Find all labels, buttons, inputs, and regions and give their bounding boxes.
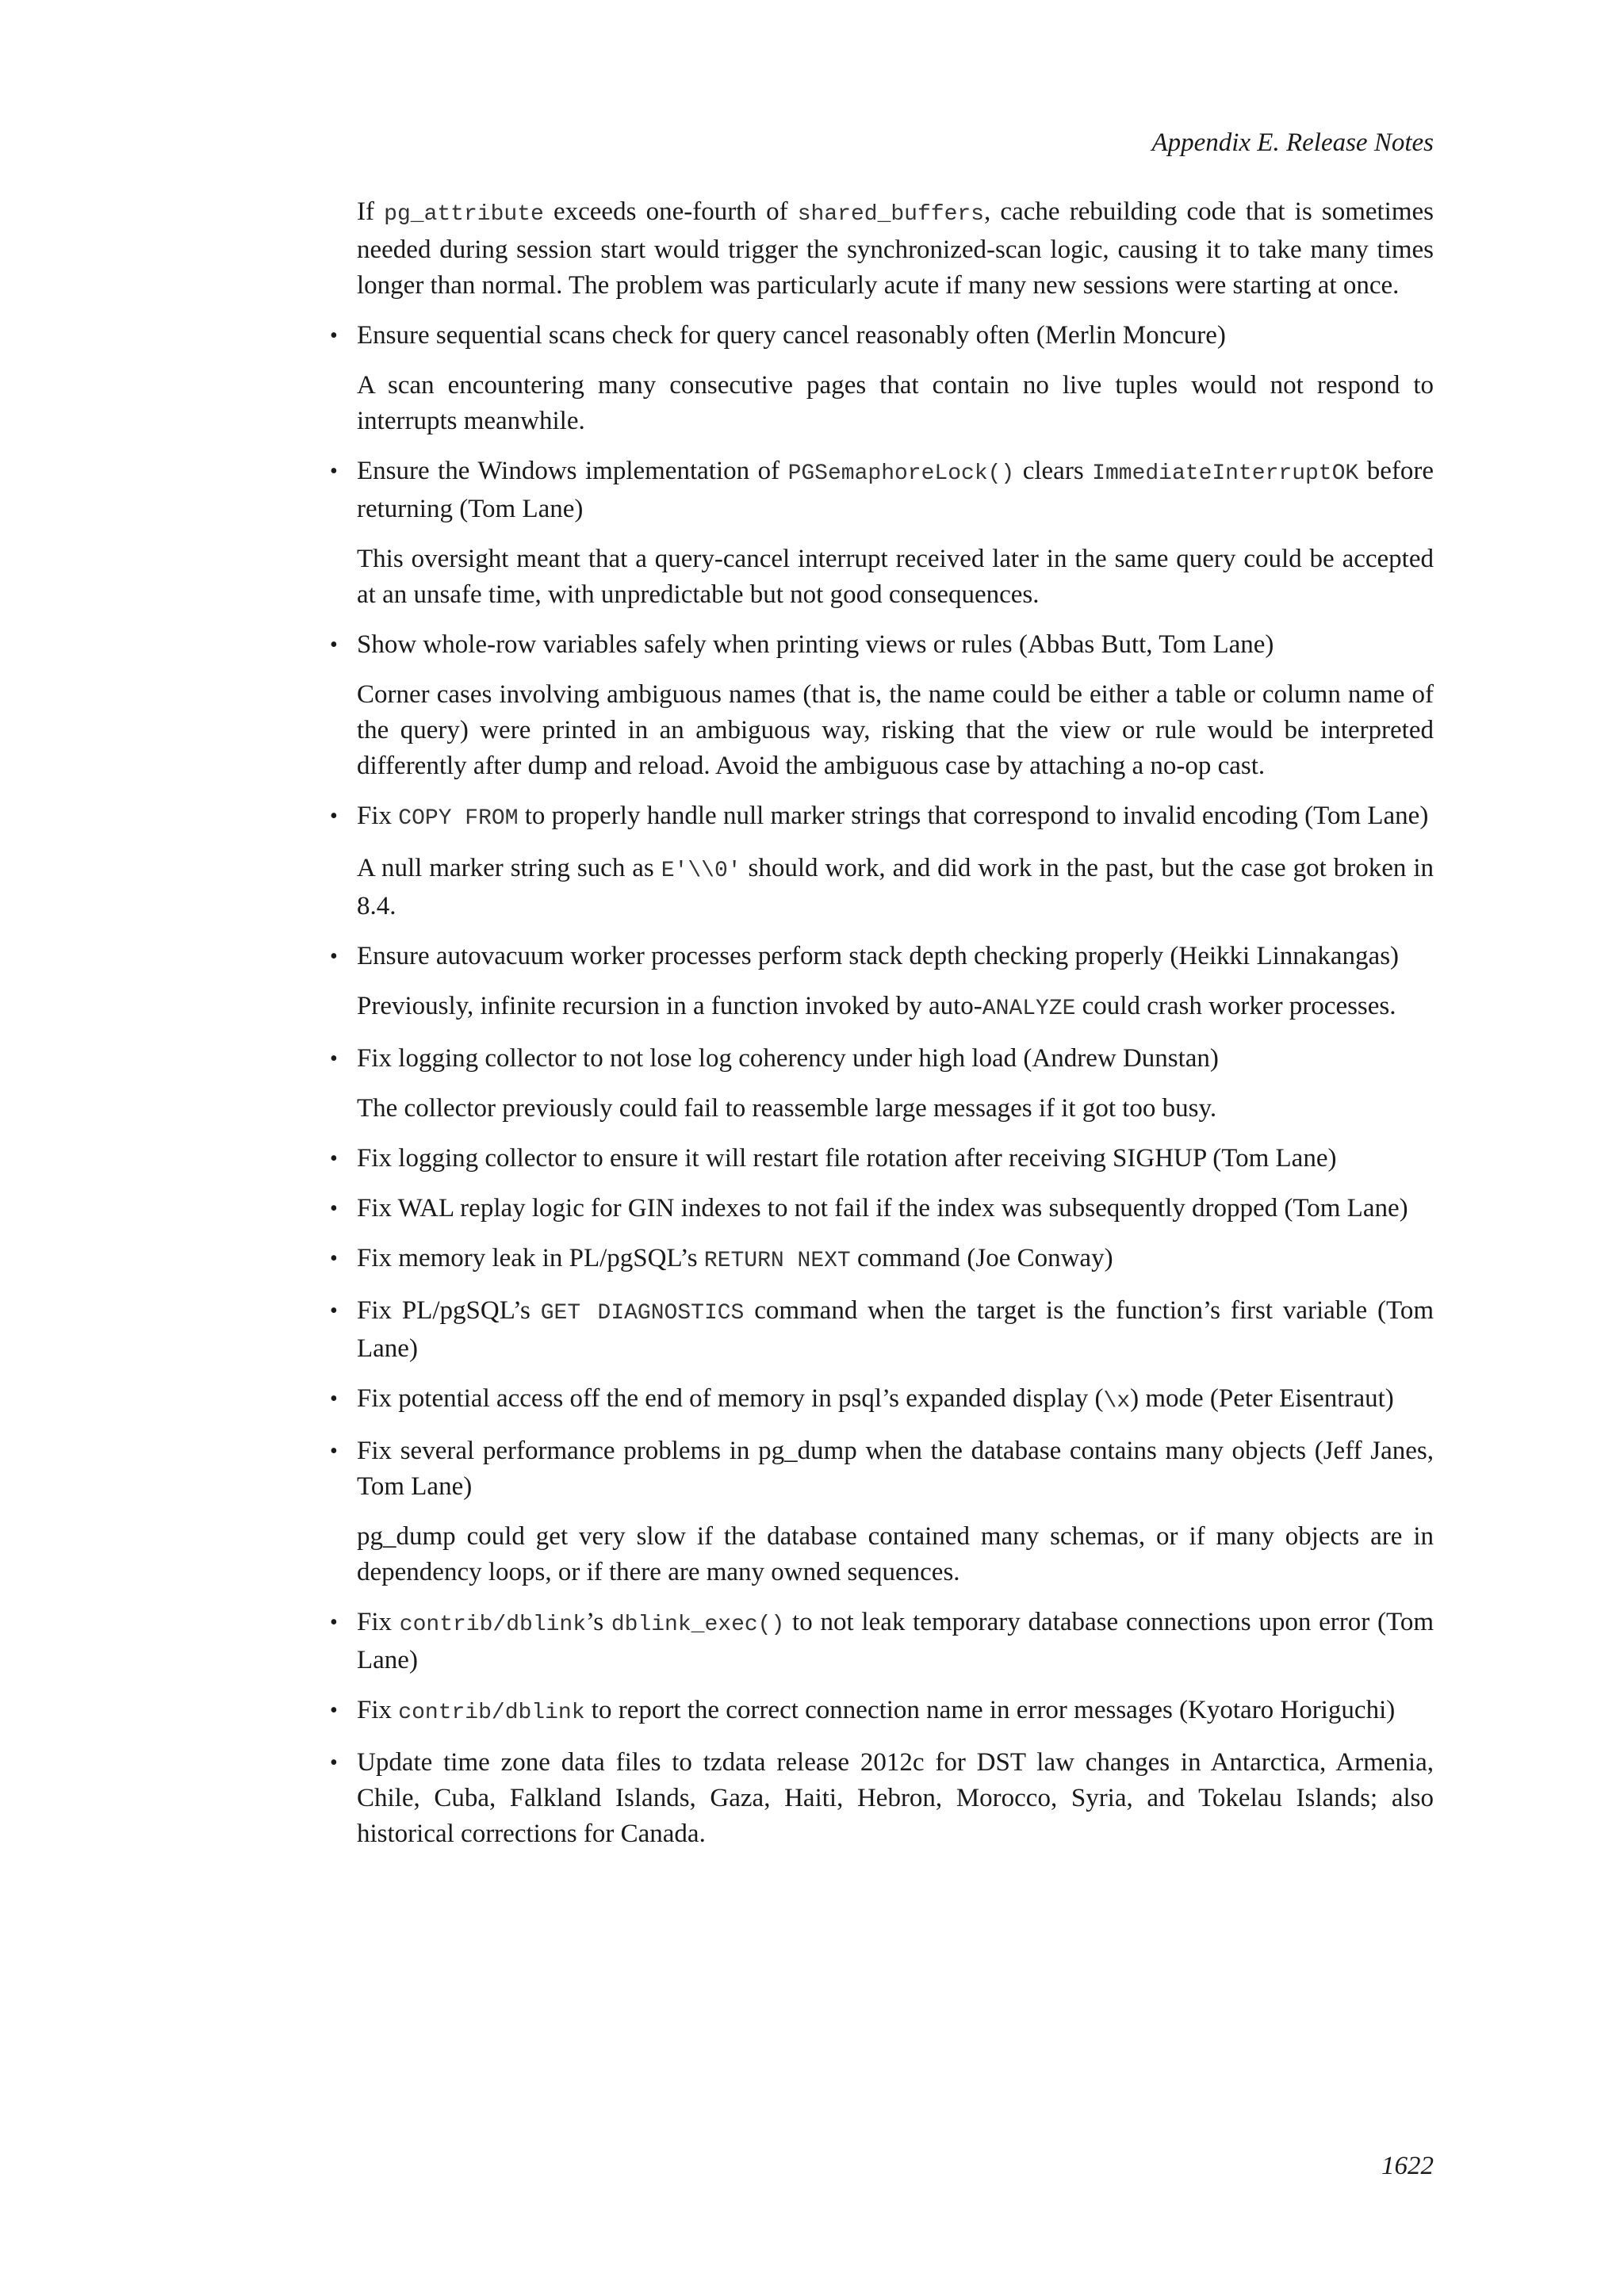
list-item-description: A null marker string such as E'\\0' should work, and did work in the past, but the case got broken in 8.4. bbox=[357, 854, 1434, 920]
list-item: • Fix several performance problems in pg_dump when the database contains many objects (Jeff Janes, Tom Lane) bbox=[357, 1433, 1434, 1505]
list-item: • Fix memory leak in PL/pgSQL’s RETURN NEXT command (Joe Conway) bbox=[357, 1241, 1434, 1279]
list-item: • Fix contrib/dblink’s dblink_exec() to not leak temporary database connections upon error (Tom Lane) bbox=[357, 1605, 1434, 1678]
list-item: • Fix COPY FROM to properly handle null marker strings that correspond to invalid encoding (Tom Lane) bbox=[357, 798, 1434, 836]
page-number: 1622 bbox=[1381, 2152, 1434, 2180]
list-item: • Ensure autovacuum worker processes perform stack depth checking properly (Heikki Linnakangas) bbox=[357, 939, 1434, 974]
list-item: • Ensure the Windows implementation of PGSemaphoreLock() clears ImmediateInterruptOK before returning (Tom Lane) bbox=[357, 453, 1434, 527]
list-item: • Fix contrib/dblink to report the correct connection name in error messages (Kyotaro Horiguchi) bbox=[357, 1693, 1434, 1731]
bullet-icon: • bbox=[330, 1246, 338, 1271]
bullet-icon: • bbox=[330, 1610, 338, 1635]
bullet-icon: • bbox=[330, 1387, 338, 1411]
bullet-icon: • bbox=[330, 1439, 338, 1464]
list-item-description: pg_dump could get very slow if the database contained many schemas, or if many objects are in dependency loops, or if there are many owned sequences. bbox=[357, 1522, 1434, 1586]
code-pg-attribute: pg_attribute bbox=[384, 202, 544, 227]
list-item-description: Previously, infinite recursion in a function invoked by auto-ANALYZE could crash worker processes. bbox=[357, 992, 1396, 1021]
list-item: • Show whole-row variables safely when printing views or rules (Abbas Butt, Tom Lane) bbox=[357, 627, 1434, 663]
bullet-icon: • bbox=[330, 323, 338, 348]
list-item: • Fix logging collector to not lose log coherency under high load (Andrew Dunstan) bbox=[357, 1041, 1434, 1077]
list-item: • Fix potential access off the end of memory in psql’s expanded display (\x) mode (Peter Eisentraut) bbox=[357, 1381, 1434, 1419]
list-item: • Ensure sequential scans check for query cancel reasonably often (Merlin Moncure) bbox=[357, 318, 1434, 354]
list-item-description: Corner cases involving ambiguous names (that is, the name could be either a table or column name of the query) were printed in an ambiguous way, risking that the view or rule would be interpreted differently after dump and reload. Avoid the ambiguous case by attaching a no-op cast. bbox=[357, 680, 1434, 780]
bullet-icon: • bbox=[330, 1146, 338, 1171]
list-item: • Fix WAL replay logic for GIN indexes to not fail if the index was subsequently dropped (Tom Lane) bbox=[357, 1191, 1434, 1226]
release-notes-content bbox=[330, 194, 1434, 1866]
intro-paragraph: If pg_attribute exceeds one-fourth of shared_buffers, cache rebuilding code that is sometimes needed during session start would trigger the synchronized-scan logic, causing it to take many times longer than normal. The problem was particularly acute if many new sessions were starting at once. bbox=[357, 197, 1434, 300]
bullet-icon: • bbox=[330, 459, 338, 484]
code-shared-buffers: shared_buffers bbox=[797, 202, 984, 227]
list-item-description: This oversight meant that a query-cancel interrupt received later in the same query could be accepted at an unsafe time, with unpredictable but not good consequences. bbox=[357, 545, 1434, 609]
bullet-icon: • bbox=[330, 944, 338, 969]
bullet-icon: • bbox=[330, 1751, 338, 1775]
list-item-description: The collector previously could fail to reassemble large messages if it got too busy. bbox=[357, 1094, 1217, 1123]
list-item-description: A scan encountering many consecutive pages that contain no live tuples would not respond to interrupts meanwhile. bbox=[357, 371, 1434, 435]
bullet-icon: • bbox=[330, 1299, 338, 1323]
list-item: • Fix PL/pgSQL’s GET DIAGNOSTICS command when the target is the function’s first variable (Tom Lane) bbox=[357, 1293, 1434, 1367]
running-header: Appendix E. Release Notes bbox=[1151, 128, 1434, 157]
list-item: • Fix logging collector to ensure it will restart file rotation after receiving SIGHUP (Tom Lane) bbox=[357, 1141, 1434, 1177]
bullet-icon: • bbox=[330, 804, 338, 828]
bullet-icon: • bbox=[330, 1698, 338, 1723]
bullet-icon: • bbox=[330, 1196, 338, 1221]
list-item: • Update time zone data files to tzdata release 2012c for DST law changes in Antarctica, Armenia, Chile, Cuba, Falkland Islands, Gaza, Haiti, Hebron, Morocco, Syria, and Tokelau Islands; also historical corrections for Canada. bbox=[357, 1745, 1434, 1852]
bullet-icon: • bbox=[330, 633, 338, 657]
bullet-icon: • bbox=[330, 1047, 338, 1071]
